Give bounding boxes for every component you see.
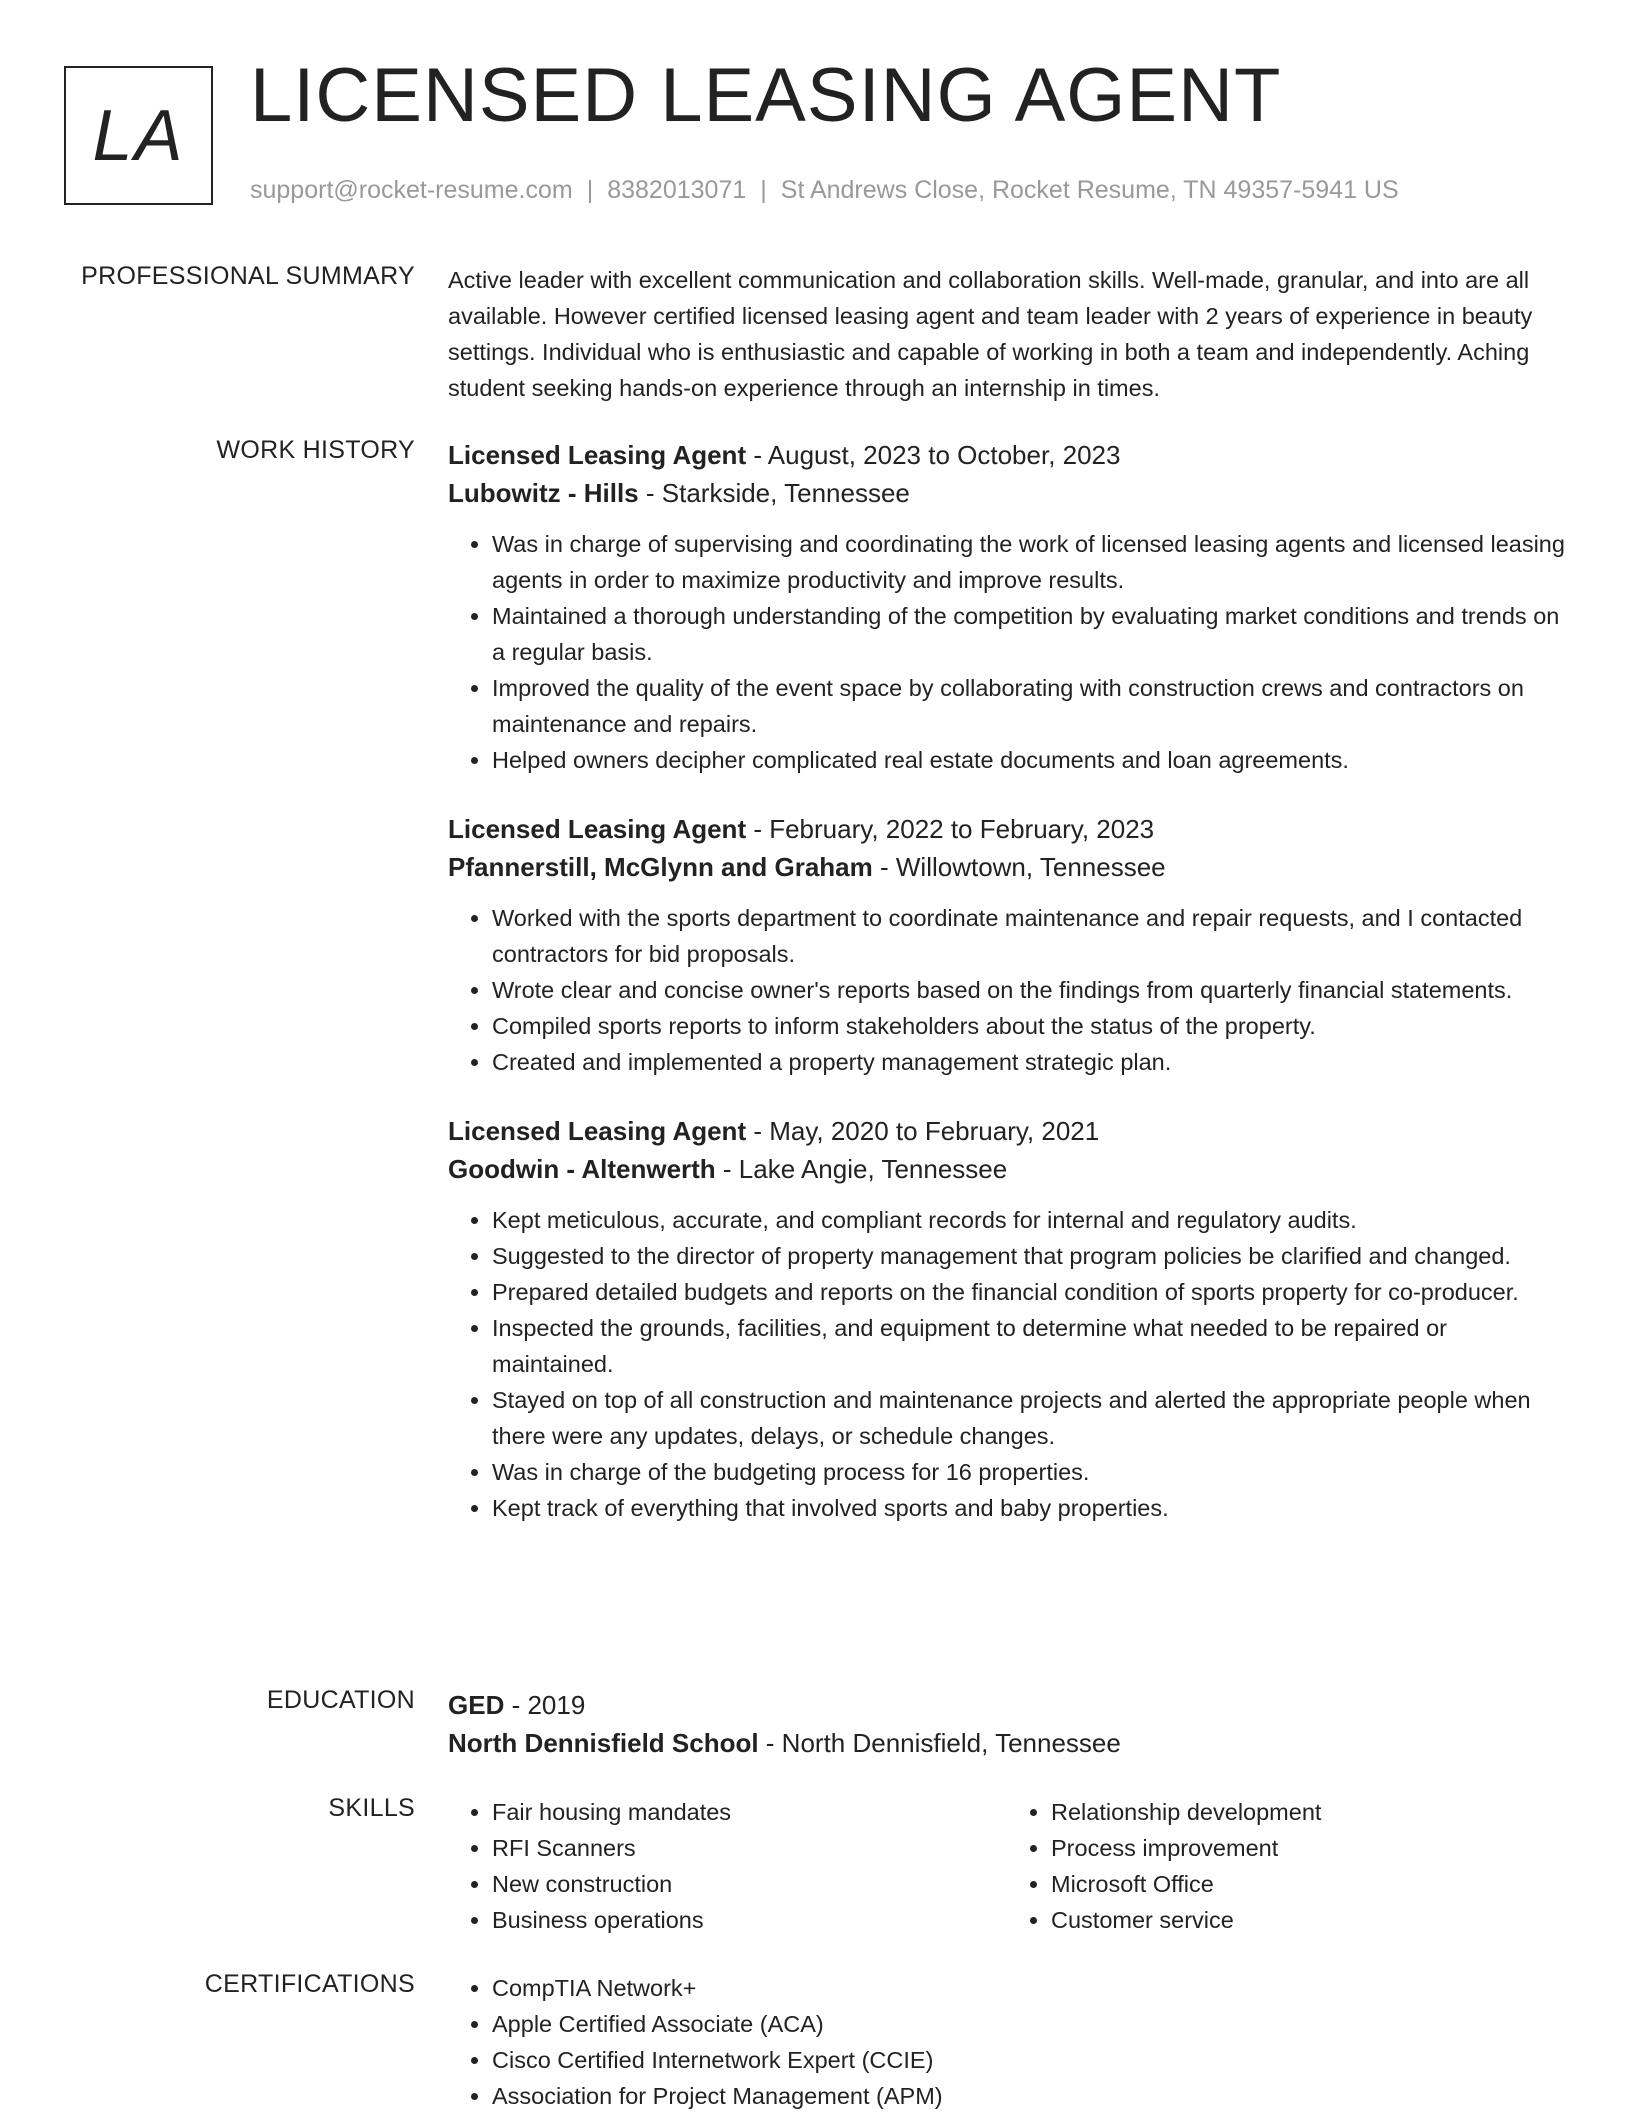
job-entry bbox=[448, 810, 1566, 1080]
school-location: - North Dennisfield, Tennessee bbox=[758, 1728, 1121, 1758]
company-name: Goodwin - Altenwerth bbox=[448, 1154, 716, 1184]
skill-item: • RFI Scanners bbox=[492, 1830, 1007, 1866]
job-bullets bbox=[448, 1202, 1566, 1526]
company-location: - Willowtown, Tennessee bbox=[872, 852, 1166, 882]
job-bullet: • Worked with the sports department to coordinate maintenance and repair requests, and I contacted contractors for bid proposals. bbox=[492, 900, 1566, 972]
skill-item: • Relationship development bbox=[1051, 1794, 1566, 1830]
company-line bbox=[448, 848, 1566, 886]
degree-line bbox=[448, 1686, 1566, 1724]
section-label: CERTIFICATIONS bbox=[204, 1970, 415, 1998]
skill-item: • Fair housing mandates bbox=[492, 1794, 1007, 1830]
job-entry bbox=[448, 436, 1566, 778]
job-bullet: • Helped owners decipher complicated real estate documents and loan agreements. bbox=[492, 742, 1566, 778]
section-label: SKILLS bbox=[328, 1794, 415, 1822]
job-bullet: • Compiled sports reports to inform stakeholders about the status of the property. bbox=[492, 1008, 1566, 1044]
job-bullet: • Was in charge of the budgeting process for 16 properties. bbox=[492, 1454, 1566, 1490]
skills-column-right bbox=[1007, 1794, 1566, 1938]
job-bullet: • Was in charge of supervising and coordinating the work of licensed leasing agents and licensed leasing agents in order to maximize productivity and improve results. bbox=[492, 526, 1566, 598]
skill-item: • Business operations bbox=[492, 1902, 1007, 1938]
job-bullet: • Kept track of everything that involved sports and baby properties. bbox=[492, 1490, 1566, 1526]
education-body bbox=[448, 1686, 1566, 1762]
section-label: PROFESSIONAL SUMMARY bbox=[81, 262, 415, 290]
certifications-list bbox=[448, 1970, 1566, 2114]
company-line bbox=[448, 474, 1566, 512]
school-name: North Dennisfield School bbox=[448, 1728, 759, 1758]
contact-line bbox=[250, 176, 1399, 205]
job-bullet: • Wrote clear and concise owner's reports based on the findings from quarterly financial statements. bbox=[492, 972, 1566, 1008]
job-title-line bbox=[448, 810, 1566, 848]
contact-separator: | bbox=[760, 176, 767, 204]
company-name: Lubowitz - Hills bbox=[448, 478, 639, 508]
section-label: WORK HISTORY bbox=[216, 436, 415, 464]
company-location: - Lake Angie, Tennessee bbox=[715, 1154, 1008, 1184]
job-bullet: • Stayed on top of all construction and maintenance projects and alerted the appropriate people when there were any updates, delays, or schedule changes. bbox=[492, 1382, 1566, 1454]
certifications-items bbox=[448, 1970, 1566, 2114]
company-line bbox=[448, 1150, 1566, 1188]
job-bullet: • Created and implemented a property management strategic plan. bbox=[492, 1044, 1566, 1080]
contact-email[interactable]: support@rocket-resume.com bbox=[250, 176, 573, 204]
contact-separator: | bbox=[586, 176, 594, 204]
summary-text: Active leader with excellent communication and collaboration skills. Well-made, granular, and into are all available. However certified licensed leasing agent and team leader with 2 years of experience in beauty settings. Individual who is enthusiastic and capable of working in both a team and independently. Aching student seeking hands-on experience through an internship in times. bbox=[448, 267, 1533, 401]
contact-phone[interactable]: 8382013071 bbox=[607, 176, 747, 204]
skill-item: • Microsoft Office bbox=[1051, 1866, 1566, 1902]
job-dates: - August, 2023 to October, 2023 bbox=[746, 440, 1121, 470]
contact-address: St Andrews Close, Rocket Resume, TN 49357-5941 US bbox=[780, 176, 1399, 204]
skill-item: • Customer service bbox=[1051, 1902, 1566, 1938]
job-title: Licensed Leasing Agent bbox=[448, 814, 747, 844]
skills-column-left bbox=[448, 1794, 1007, 1938]
skill-item: • New construction bbox=[492, 1866, 1007, 1902]
job-bullets bbox=[448, 526, 1566, 778]
degree-year: - 2019 bbox=[504, 1690, 586, 1720]
certification-item: • Cisco Certified Internetwork Expert (CCIE) bbox=[492, 2042, 1566, 2078]
job-bullet: • Improved the quality of the event space by collaborating with construction crews and contractors on maintenance and repairs. bbox=[492, 670, 1566, 742]
certification-item: • Apple Certified Associate (ACA) bbox=[492, 2006, 1566, 2042]
monogram-logo: LA bbox=[64, 66, 213, 205]
job-bullet: • Prepared detailed budgets and reports on the financial condition of sports property for co-producer. bbox=[492, 1274, 1566, 1310]
job-bullet: • Inspected the grounds, facilities, and equipment to determine what needed to be repaired or maintained. bbox=[492, 1310, 1566, 1382]
company-location: - Starkside, Tennessee bbox=[638, 478, 910, 508]
certification-item: • Association for Project Management (APM) bbox=[492, 2078, 1566, 2114]
job-dates: - February, 2022 to February, 2023 bbox=[746, 814, 1155, 844]
job-title-line bbox=[448, 436, 1566, 474]
school-line bbox=[448, 1724, 1566, 1762]
degree-name: GED bbox=[448, 1690, 505, 1720]
work-history-body bbox=[448, 436, 1566, 1526]
job-title-line bbox=[448, 1112, 1566, 1150]
job-bullet: • Maintained a thorough understanding of the competition by evaluating market conditions and trends on a regular basis. bbox=[492, 598, 1566, 670]
section-label: EDUCATION bbox=[266, 1686, 415, 1714]
skills-list bbox=[448, 1794, 1566, 1938]
skill-item: • Process improvement bbox=[1051, 1830, 1566, 1866]
job-bullet: • Suggested to the director of property management that program policies be clarified and changed. bbox=[492, 1238, 1566, 1274]
job-entry bbox=[448, 1112, 1566, 1526]
job-title: Licensed Leasing Agent bbox=[448, 1116, 747, 1146]
job-bullets bbox=[448, 900, 1566, 1080]
certification-item: • CompTIA Network+ bbox=[492, 1970, 1566, 2006]
resume-name: LICENSED LEASING AGENT bbox=[250, 53, 1282, 138]
job-title: Licensed Leasing Agent bbox=[448, 440, 747, 470]
company-name: Pfannerstill, McGlynn and Graham bbox=[448, 852, 873, 882]
job-bullet: • Kept meticulous, accurate, and compliant records for internal and regulatory audits. bbox=[492, 1202, 1566, 1238]
job-dates: - May, 2020 to February, 2021 bbox=[746, 1116, 1100, 1146]
